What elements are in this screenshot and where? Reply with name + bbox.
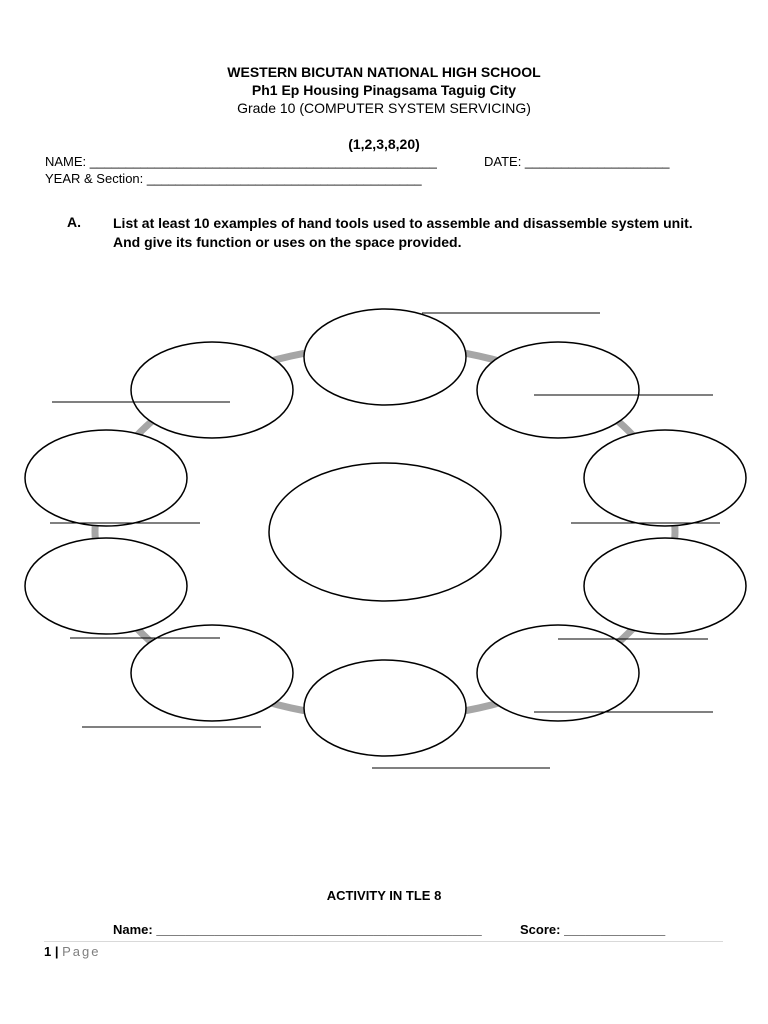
- outer-ellipse-left-lower: [25, 538, 187, 634]
- footer-divider: [44, 941, 723, 942]
- center-ellipse: [269, 463, 501, 601]
- outer-ellipse-left-upper: [25, 430, 187, 526]
- name-field: NAME: ________________________________________________: [45, 154, 437, 169]
- outer-ellipse-top-left: [131, 342, 293, 438]
- outer-ellipse-right-lower: [584, 538, 746, 634]
- outer-ellipse-right-upper: [584, 430, 746, 526]
- page-label: Page: [62, 944, 101, 959]
- year-section-field: YEAR & Section: ______________________________________: [45, 171, 422, 186]
- activity-score-field: Score: ______________: [520, 922, 666, 937]
- page-footer: [44, 944, 101, 959]
- school-name: WESTERN BICUTAN NATIONAL HIGH SCHOOL: [227, 64, 541, 80]
- outer-ellipse-bottom-left: [131, 625, 293, 721]
- grade-subject: Grade 10 (COMPUTER SYSTEM SERVICING): [237, 100, 531, 116]
- outer-ellipse-top-right: [477, 342, 639, 438]
- outer-ellipse-top: [304, 309, 466, 405]
- activity-title: ACTIVITY IN TLE 8: [326, 888, 442, 903]
- page-separator: |: [54, 944, 59, 959]
- school-address: Ph1 Ep Housing Pinagsama Taguig City: [251, 82, 517, 98]
- section-code: (1,2,3,8,20): [348, 136, 420, 152]
- outer-ellipse-bottom: [304, 660, 466, 756]
- instruction-text: List at least 10 examples of hand tools used to assemble and disassemble system unit. And give its function or uses on the space provided.: [113, 215, 693, 250]
- page-number: 1: [44, 944, 52, 959]
- date-field: DATE: ____________________: [484, 154, 670, 169]
- activity-name-field: Name: _____________________________________________: [113, 922, 482, 937]
- instruction-letter: A.: [67, 214, 81, 230]
